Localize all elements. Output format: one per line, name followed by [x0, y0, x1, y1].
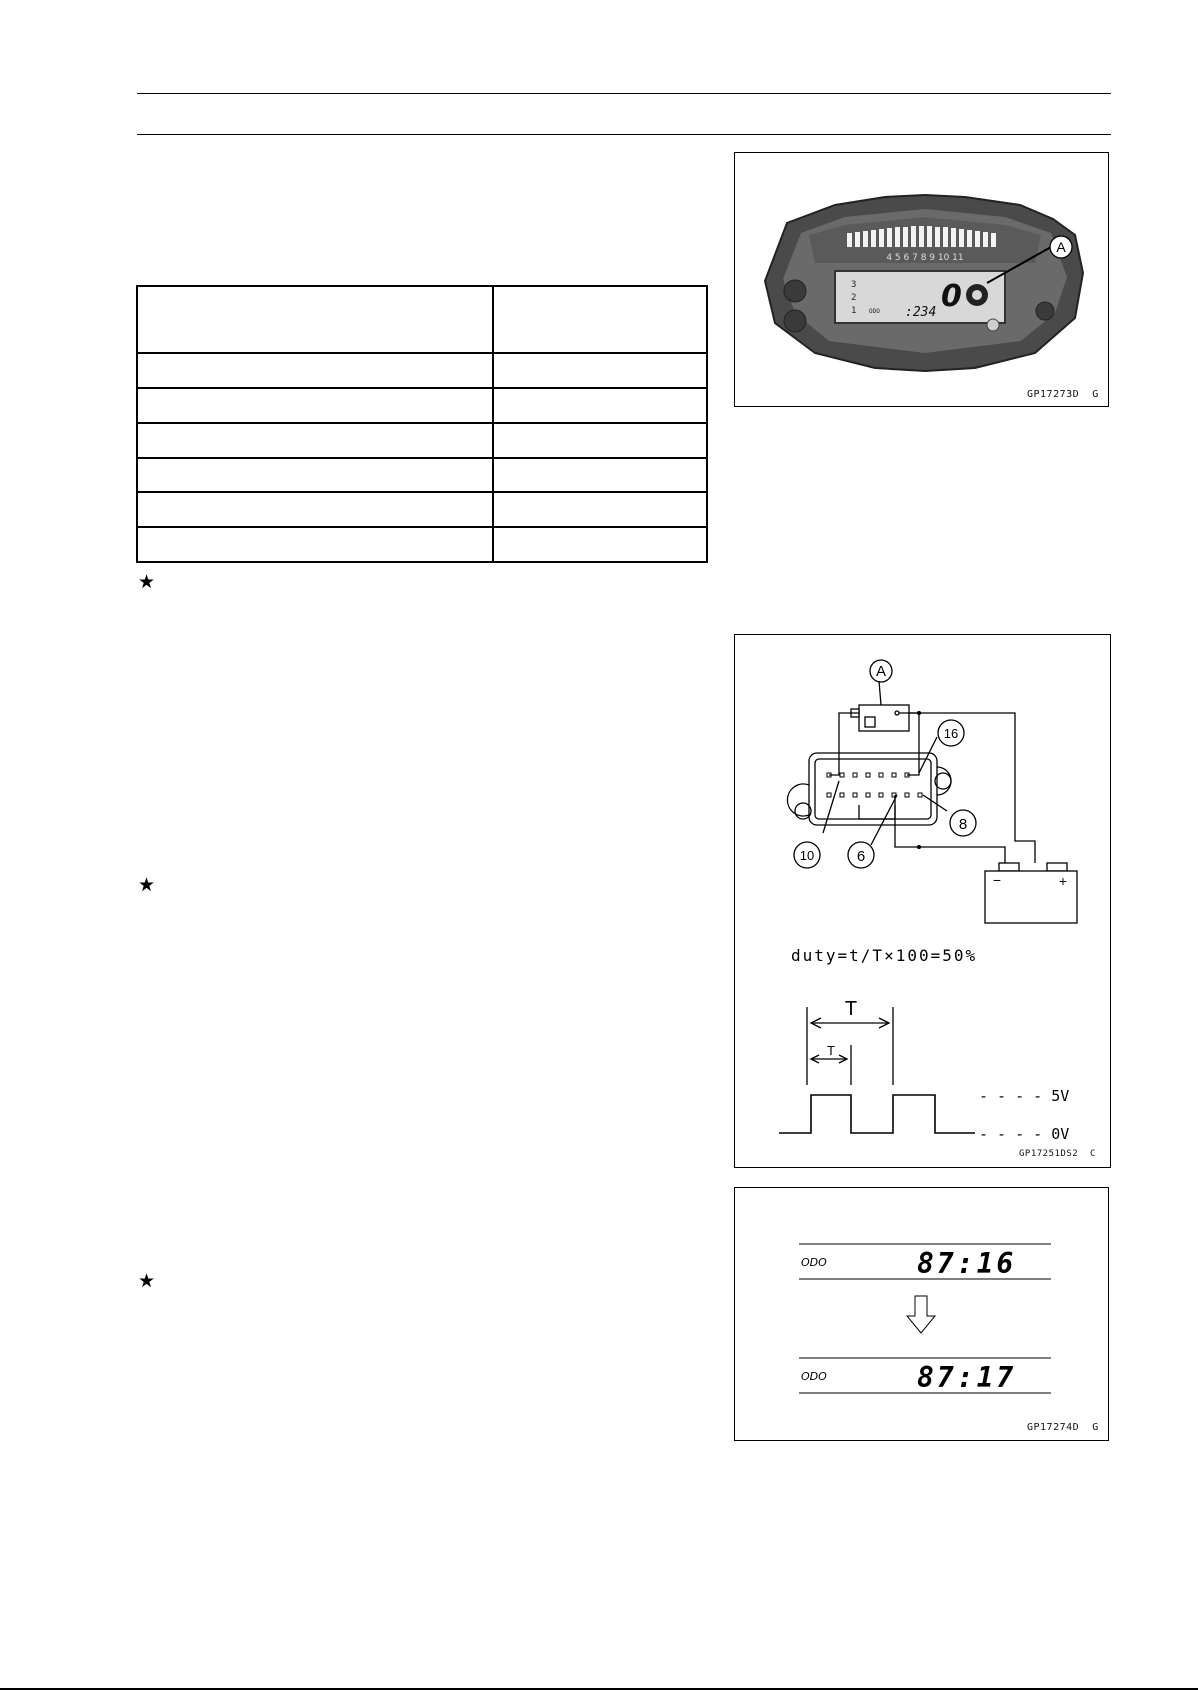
spec-table [136, 285, 708, 563]
figure-code: GP17273D G [1027, 389, 1099, 400]
table-cell [137, 286, 493, 353]
pin-8-label: 8 [958, 816, 968, 833]
odometer-figure [734, 1187, 1109, 1441]
pulse-width-label: T [827, 1043, 835, 1058]
pin-6-label: 6 [856, 848, 866, 865]
callout-a-label: A [875, 663, 887, 680]
table-row [137, 527, 707, 562]
circuit-figure [734, 634, 1111, 1168]
odo-readout: :234 [905, 305, 937, 320]
speed-readout: 0 [941, 279, 962, 314]
tach-numbers: 4 5 6 7 8 9 10 11 [886, 253, 964, 263]
table-cell [493, 286, 707, 353]
star-bullet: ★ [138, 874, 156, 896]
header-rule-top [137, 93, 1111, 94]
odometer-illustration [735, 1188, 1110, 1442]
table-cell [137, 458, 493, 493]
odo-label: ODO [869, 308, 880, 315]
table-cell [137, 492, 493, 527]
battery-plus: + [1058, 873, 1068, 889]
table-row [137, 353, 707, 388]
figure-code: GP17251DS2 C [1019, 1149, 1096, 1159]
gear-indicator: 3 [851, 280, 857, 290]
table-cell [493, 388, 707, 423]
table-cell [137, 388, 493, 423]
meter-figure [734, 152, 1109, 407]
table-cell [493, 423, 707, 458]
table-row [137, 388, 707, 423]
odo-label-after: ODO [801, 1370, 827, 1383]
table-cell [493, 458, 707, 493]
battery-minus: − [992, 872, 1002, 888]
odo-value-before: 87:16 [917, 1247, 1017, 1280]
down-arrow-icon [907, 1296, 935, 1333]
odo-label-before: ODO [801, 1256, 827, 1269]
star-bullet: ★ [138, 571, 156, 593]
figure-code: GP17274D G [1027, 1422, 1099, 1433]
table-header-row [137, 286, 707, 353]
table-cell [137, 423, 493, 458]
table-cell [137, 527, 493, 562]
header-rule-bottom [137, 134, 1111, 135]
period-label: T [844, 998, 858, 1020]
callout-a-label: A [1056, 239, 1066, 255]
gear-indicator: 1 [851, 306, 857, 316]
table-cell [493, 527, 707, 562]
odo-value-after: 87:17 [917, 1361, 1017, 1394]
footer-rule [0, 1688, 1198, 1690]
table-row [137, 492, 707, 527]
pin-16-label: 16 [943, 726, 959, 741]
duty-formula: duty=t/T×100=50% [791, 946, 978, 965]
table-row [137, 423, 707, 458]
star-bullet: ★ [138, 1270, 156, 1292]
table-cell [493, 353, 707, 388]
level-5v: - - - - 5V [979, 1087, 1070, 1105]
gear-indicator: 2 [851, 293, 857, 303]
meter-illustration [735, 153, 1110, 408]
circuit-diagram [735, 635, 1112, 1169]
table-cell [137, 353, 493, 388]
level-0v: - - - - 0V [979, 1125, 1070, 1143]
pin-10-label: 10 [799, 848, 815, 863]
table-cell [493, 492, 707, 527]
table-row [137, 458, 707, 493]
